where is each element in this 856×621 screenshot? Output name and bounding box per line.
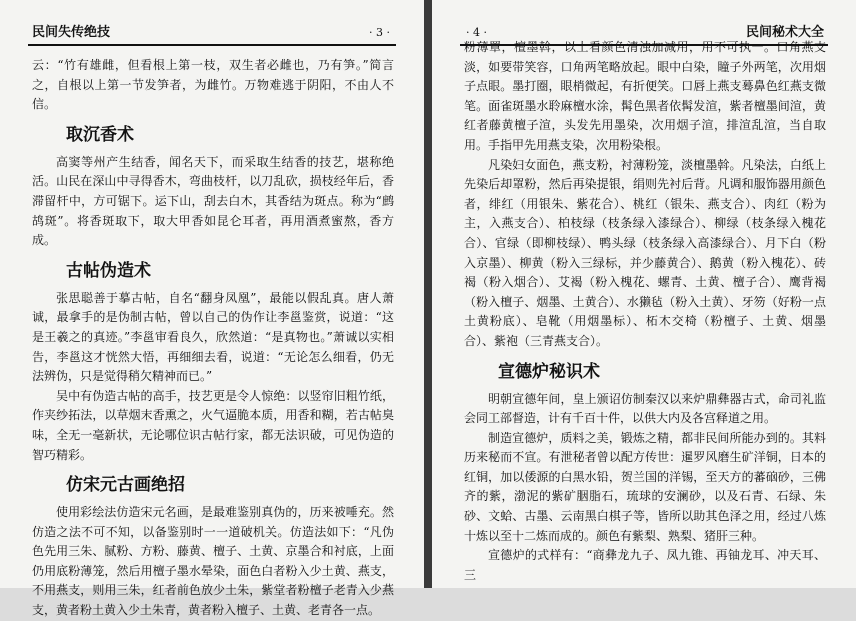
left-page: [0, 0, 424, 618]
paragraph: 制造宣德炉，质料之美，锻炼之精，都非民间所能办到的。其料历来秘而不宣。有泄秘者曾以配方传世：暹罗风磨生矿洋铜，日本的红铜，加以倭源的白黑水铅，贺兰国的洋锡，至天方的蕃硇砂，三佛齐的紫，渤泥的紫矿胭脂石，琉球的安澜砂，以及石青、石绿、朱砂、文蛤、古墨、云南黑白棋子等，皆所以助其色泽之用，经过八炼十炼以至十二炼而成的。颜色有紫梨、熟梨、猪肝三种。: [464, 430, 826, 543]
paragraph: 使用彩绘法仿造宋元名画，是最难鉴别真伪的，历来被唾充。然仿造之法不可不知，以备鉴别时一一道破机关。仿造法如下：“凡伪色先用三朱、腻粉、方粉、藤黄、檀子、土黄、京墨合和衬底，上面仍用底粉薄笼，然后用檀子墨水晕染，面色白者粉入少土黄、燕支，不用燕支，则用三朱，红者前色放少土朱，紫堂者粉檀子老青入少燕支，黄者粉土黄入少土朱青，黄者粉入檀子、土黄、老青各一点。: [32, 505, 394, 618]
book-gutter: [424, 0, 432, 588]
paragraph: 高窦等州产生结香，闻名天下，而采取生结香的技艺，堪称绝活。山民在深山中寻得香木，弯曲枝杆，以刀乱砍，损枝经年后，香滞留杆中，方可锯下。运下山，刮去白木，其香结为斑点。称为“鹧鸪斑”。将香斑取下，取大甲香如昆仑耳者，再用酒煮蜜熬，香方成。: [32, 154, 394, 248]
right-page-body: [464, 38, 826, 584]
paragraph: 粉薄罩，檀墨斡，以上看颜色清浊加减用，用不可执一。口角燕支淡，如要带笑容，口角两笔略放起。眼中白染，瞳子外两笔，次用烟子点眼。墨打圈，眼梢微起，有折便笑。口唇上燕支蓦鼻色红燕支微笔。面雀斑墨水聆麻檀水涂，髯色黑者依髯发渲，紫者檀墨间渲，黄红者藤黄檀子渲，头发先用墨染，次用烟子渲，排渲乱渲，当自取用。手指甲先用燕支染，次用粉染根。: [464, 40, 826, 152]
left-page-number: · 3 ·: [369, 26, 390, 39]
left-page-body: [32, 56, 394, 618]
paragraph: 明朝宣德年间，皇上颁诏仿制秦汉以来炉鼎彝器古式，命司礼监会同工部督造，计有千百十件，以供大内及各宫释道之用。: [464, 391, 826, 426]
right-running-title: 民间秘术大全: [745, 25, 824, 40]
paragraph: 云：“竹有雄雌，但看根上第一枝，双生者必雌也，乃有笋。”简言之，自根以上第一节发笋者，为雌竹。万物难逃于阴阳，不由人不信。: [32, 58, 394, 112]
section-heading: 宣德炉秘识术: [498, 361, 600, 382]
paragraph: 吴中有伪造古帖的高手，技艺更是令人惊绝：以竖帘旧粗竹纸，作夹纱拓法，以草烟末香熏之，火气逼脆本质，用香和糊，若古帖臭味，全无一毫新状，无论哪位识古帖行家，都无法识破，可见伪造的智巧精彩。: [32, 388, 394, 462]
section-heading: 古帖伪造术: [66, 260, 151, 281]
section-heading: 取沉香术: [66, 124, 134, 145]
left-running-title: 民间失传绝技: [32, 25, 111, 40]
right-page: [432, 0, 856, 588]
paragraph: 宣德炉的式样有：“商彝龙九子、凤九锥、再铀龙耳、冲天耳、三: [464, 548, 826, 582]
left-page-header: [28, 24, 396, 46]
paragraph: 凡染妇女面色，燕支粉，衬薄粉笼，淡檀墨斡。凡染法，白纸上先染后却罩粉，然后再染提银，绢则先衬后背。凡调和服饰器用颜色者，绯红（用银朱、紫花合）、桃红（银朱、燕支合）、肉红（粉为主，入燕支合）、柏枝绿（枝条绿入漆绿合）、柳绿（枝条绿入槐花合）、官绿（即柳枝绿）、鸭头绿（枝条绿入高漆绿合）、月下白（粉入京墨）、柳黄（粉入三绿标，并少藤黄合）、鹅黄（粉入槐花）、砖褐（粉入烟合）、艾褐（粉入槐花、螺青、土黄、檀子合）、鹰背褐（粉入檀子、烟墨、土黄合）、水獭毡（粉入土黄）、牙笏（好粉一点土黄粉底）、皂靴（用烟墨标）、柘木交椅（粉檀子、土黄、烟墨合）、紫袍（三青燕支合）。: [464, 157, 826, 348]
section-heading: 仿宋元古画绝招: [66, 475, 185, 496]
paragraph: 张思聪善于摹古帖，自名“翻身凤凰”，最能以假乱真。唐人萧诚，最拿手的是伪制古帖，曾以自己的伪作让李邕鉴赏，说道：“这是王羲之的真迹。”李邕审看良久，欣然道：“是真物也。”萧诚以实相告，李邕这才恍然大悟，再细细去看，说道：“无论怎么细看，仍无法辨伪，只是觉得稍欠精神而已。”: [32, 290, 394, 384]
right-page-number: · 4 ·: [466, 26, 487, 39]
